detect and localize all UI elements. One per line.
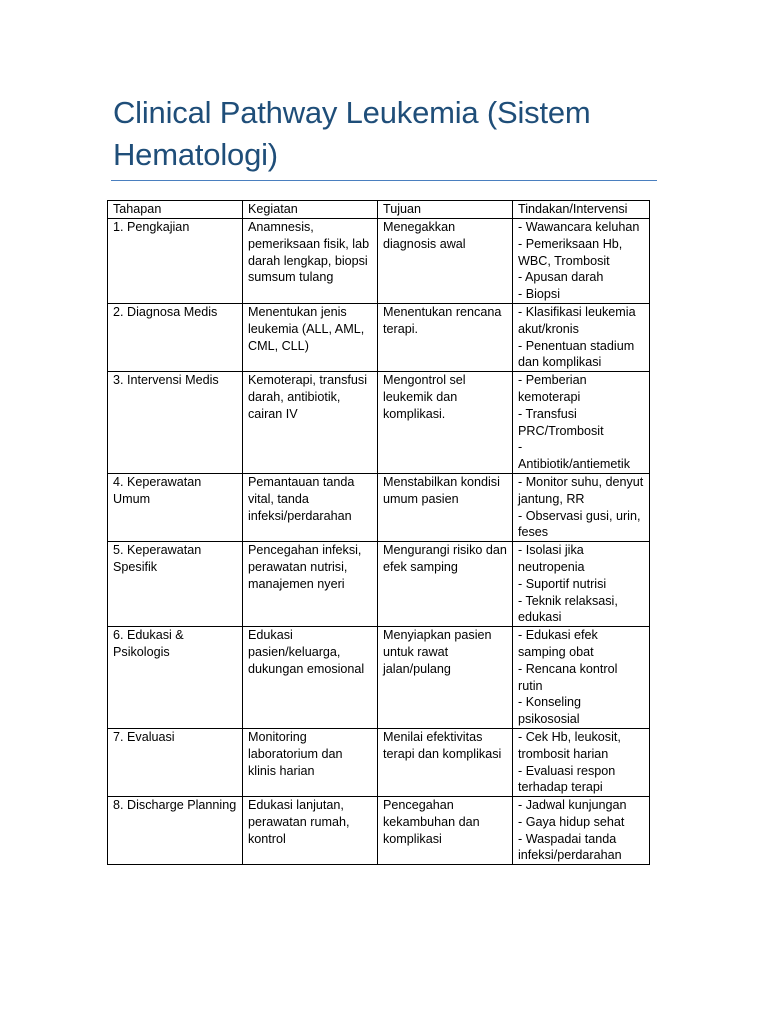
cell-tahapan: 2. Diagnosa Medis [108, 303, 243, 371]
page-title: Clinical Pathway Leukemia (Sistem Hematologi) [113, 95, 591, 172]
cell-tujuan: Menilai efektivitas terapi dan komplikasi [378, 728, 513, 796]
tindakan-item: - Pemberian kemoterapi [518, 373, 587, 404]
table-row [108, 797, 650, 865]
cell-tujuan: Mengurangi risiko dan efek samping [378, 542, 513, 627]
cell-tahapan: 3. Intervensi Medis [108, 372, 243, 474]
cell-tahapan: 1. Pengkajian [108, 219, 243, 304]
tindakan-item: Antibiotik/antiemetik [518, 457, 630, 472]
cell-kegiatan: Pencegahan infeksi, perawatan nutrisi, manajemen nyeri [243, 542, 378, 627]
tindakan-item: - Wawancara keluhan [518, 220, 640, 234]
table-row [108, 219, 650, 304]
cell-tindakan [513, 728, 650, 796]
cell-tujuan: Menyiapkan pasien untuk rawat jalan/pulang [378, 627, 513, 729]
tindakan-item: - Monitor suhu, denyut jantung, RR [518, 474, 644, 506]
tindakan-item: - Konseling psikososial [518, 695, 582, 727]
cell-tujuan: Mengontrol sel leukemik dan komplikasi. [378, 372, 513, 474]
tindakan-item: - Rencana kontrol rutin [518, 661, 618, 693]
tindakan-item: - Evaluasi respon terhadap terapi [518, 763, 616, 795]
tindakan-item: - Pemeriksaan Hb, WBC, Trombosit [518, 236, 623, 268]
column-header-kegiatan: Kegiatan [243, 201, 378, 219]
table-row [108, 473, 650, 541]
tindakan-item: - Observasi gusi, urin, feses [518, 508, 641, 540]
cell-kegiatan: Pemantauan tanda vital, tanda infeksi/perdarahan [243, 473, 378, 541]
table-row [108, 728, 650, 796]
cell-tahapan: 4. Keperawatan Umum [108, 473, 243, 541]
tindakan-item: - Apusan darah [518, 270, 604, 285]
cell-tujuan: Menentukan rencana terapi. [378, 303, 513, 371]
tindakan-item: - Transfusi PRC/Trombosit [518, 406, 604, 438]
table-row [108, 542, 650, 627]
tindakan-item: - Gaya hidup sehat [518, 814, 625, 829]
cell-kegiatan: Menentukan jenis leukemia (ALL, AML, CML, CLL) [243, 303, 378, 371]
table-row [108, 372, 650, 474]
cell-tindakan [513, 372, 650, 474]
tindakan-item: - Suportif nutrisi [518, 576, 607, 591]
tindakan-item: - Biopsi [518, 287, 560, 302]
table-header-row [108, 201, 650, 219]
title-divider [111, 180, 657, 181]
column-header-tindakan: Tindakan/Intervensi [513, 201, 650, 219]
cell-kegiatan: Anamnesis, pemeriksaan fisik, lab darah lengkap, biopsi sumsum tulang [243, 219, 378, 304]
cell-tindakan [513, 303, 650, 371]
column-header-tahapan: Tahapan [108, 201, 243, 219]
tindakan-item: - Penentuan stadium dan komplikasi [518, 338, 635, 370]
cell-tindakan [513, 473, 650, 541]
cell-tahapan: 5. Keperawatan Spesifik [108, 542, 243, 627]
cell-tujuan: Menstabilkan kondisi umum pasien [378, 473, 513, 541]
table-row [108, 627, 650, 729]
tindakan-item: - Jadwal kunjungan [518, 798, 627, 813]
tindakan-item: - Klasifikasi leukemia akut/kronis [518, 304, 636, 336]
cell-kegiatan: Monitoring laboratorium dan klinis harian [243, 728, 378, 796]
cell-tahapan: 6. Edukasi & Psikologis [108, 627, 243, 729]
cell-tujuan: Pencegahan kekambuhan dan komplikasi [378, 797, 513, 865]
tindakan-item: - Waspadai tanda infeksi/perdarahan [518, 831, 622, 863]
cell-kegiatan: Edukasi pasien/keluarga, dukungan emosional [243, 627, 378, 729]
tindakan-item: - Edukasi efek samping obat [518, 628, 598, 659]
cell-tahapan: 7. Evaluasi [108, 728, 243, 796]
clinical-pathway-table [107, 200, 650, 865]
cell-tahapan: 8. Discharge Planning [108, 797, 243, 865]
cell-kegiatan: Edukasi lanjutan, perawatan rumah, kontrol [243, 797, 378, 865]
table-body [108, 219, 650, 865]
tindakan-item: - Teknik relaksasi, edukasi [518, 593, 618, 625]
column-header-tujuan: Tujuan [378, 201, 513, 219]
cell-tindakan [513, 542, 650, 627]
cell-tindakan [513, 627, 650, 729]
table-row [108, 303, 650, 371]
tindakan-item: - Isolasi jika neutropenia [518, 543, 585, 574]
cell-tujuan: Menegakkan diagnosis awal [378, 219, 513, 304]
cell-kegiatan: Kemoterapi, transfusi darah, antibiotik, cairan IV [243, 372, 378, 474]
tindakan-item: - [518, 440, 523, 455]
cell-tindakan [513, 219, 650, 304]
cell-tindakan [513, 797, 650, 865]
tindakan-item: - Cek Hb, leukosit, trombosit harian [518, 729, 621, 761]
